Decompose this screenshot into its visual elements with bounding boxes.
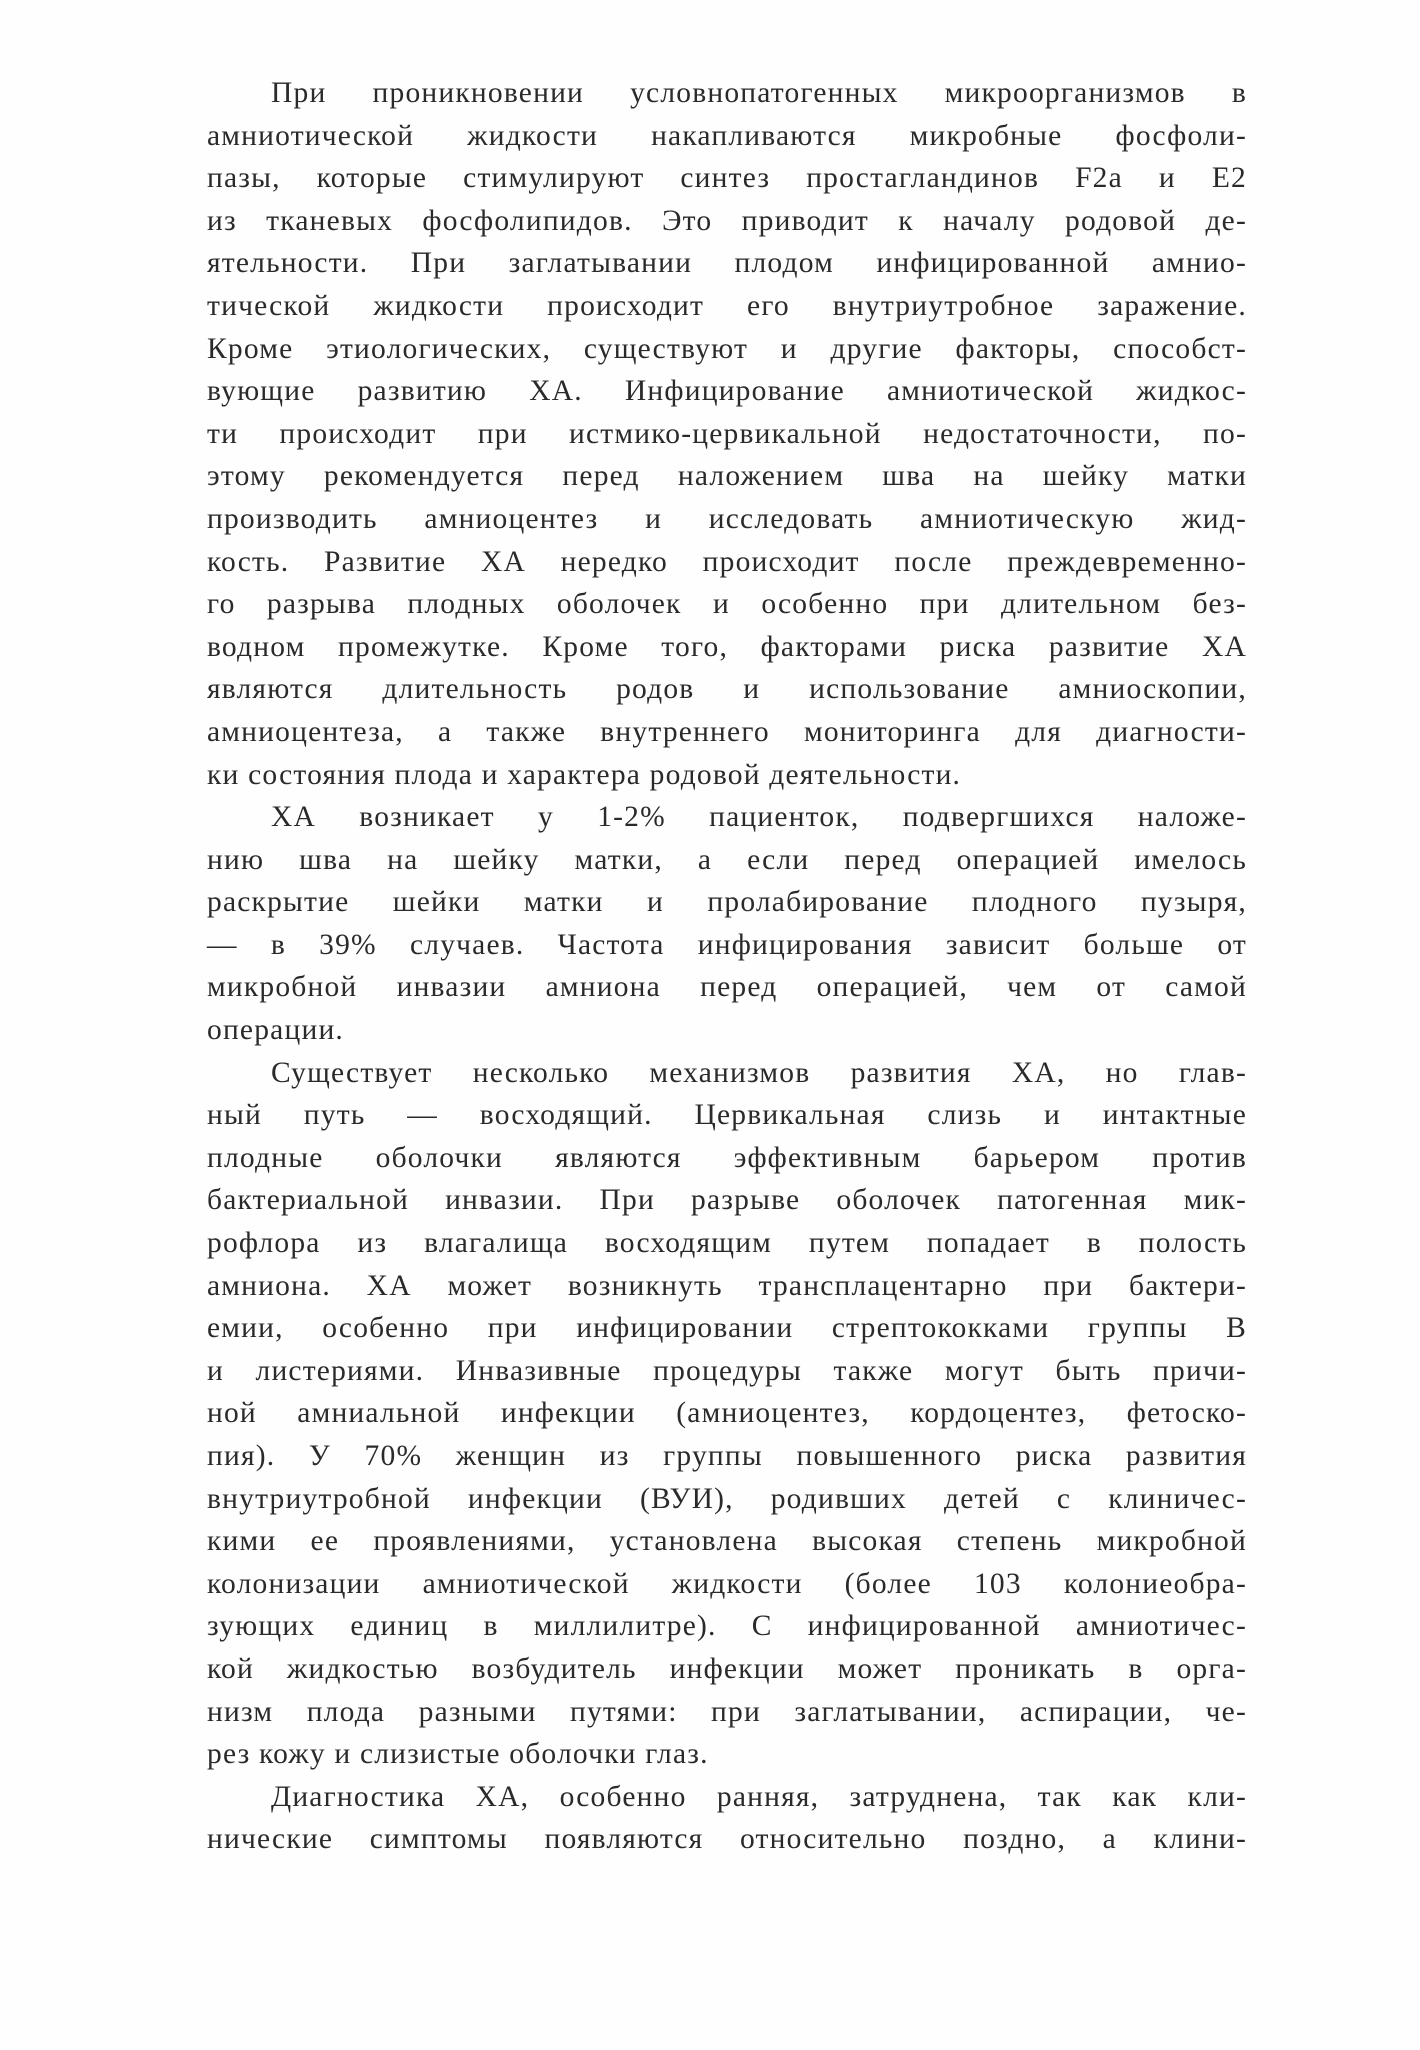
- paragraph: [207, 1052, 1247, 1776]
- text-line: нию шва на шейку матки, а если перед операцией имелось: [207, 843, 1247, 876]
- text-line: ки состояния плода и характера родовой деятельности.: [207, 758, 962, 791]
- text-line: амниоцентеза, а также внутреннего мониторинга для диагности-: [207, 715, 1247, 748]
- text-line: ной амниальной инфекции (амниоцентез, кордоцентез, фетоско-: [207, 1397, 1247, 1430]
- text-line: Кроме этиологических, существуют и другие факторы, способст-: [207, 332, 1247, 365]
- text-line: бактериальной инвазии. При разрыве оболочек патогенная мик-: [207, 1184, 1247, 1217]
- text-line: зующих единиц в миллилитре). С инфицированной амниотичес-: [207, 1610, 1247, 1643]
- text-line: ти происходит при истмико-цервикальной недостаточности, по-: [207, 417, 1247, 450]
- text-line: плодные оболочки являются эффективным барьером против: [207, 1141, 1247, 1174]
- text-line: внутриутробной инфекции (ВУИ), родивших детей с клиничес-: [207, 1482, 1247, 1515]
- text-line: пия). У 70% женщин из группы повышенного риска развития: [207, 1440, 1247, 1472]
- text-line: Существует несколько механизмов развития ХА, но глав-: [271, 1056, 1247, 1089]
- text-line: ный путь — восходящий. Цервикальная слизь и интактные: [207, 1099, 1247, 1132]
- text-line: раскрытие шейки матки и пролабирование плодного пузыря,: [207, 886, 1247, 919]
- paragraph: [207, 796, 1247, 1052]
- text-line: ХА возникает у 1-2% пациенток, подвергшихся наложе-: [271, 801, 1247, 834]
- text-line: нические симптомы появляются относительно поздно, а клини-: [207, 1823, 1247, 1856]
- text-line: являются длительность родов и использование амниоскопии,: [207, 673, 1247, 706]
- body-text: [207, 72, 1247, 1861]
- text-line: рез кожу и слизистые оболочки глаз.: [207, 1738, 709, 1771]
- text-line: емии, особенно при инфицировании стрептококками группы В: [207, 1312, 1247, 1345]
- text-line: и листериями. Инвазивные процедуры также могут быть причи-: [207, 1354, 1247, 1387]
- text-line: из тканевых фосфолипидов. Это приводит к началу родовой де-: [207, 204, 1247, 237]
- text-line: водном промежутке. Кроме того, факторами риска развитие ХА: [207, 630, 1247, 663]
- text-line: вующие развитию ХА. Инфицирование амниотической жидкос-: [207, 375, 1247, 408]
- text-line: кой жидкостью возбудитель инфекции может проникать в орга-: [207, 1652, 1247, 1685]
- text-line: этому рекомендуется перед наложением шва на шейку матки: [207, 460, 1247, 493]
- text-line: Диагностика ХА, особенно ранняя, затруднена, так как кли-: [271, 1780, 1247, 1813]
- text-line: кость. Развитие ХА нередко происходит после преждевременно-: [207, 545, 1247, 578]
- text-line: микробной инвазии амниона перед операцией, чем от самой: [207, 971, 1247, 1004]
- text-line: рофлора из влагалища восходящим путем попадает в полость: [207, 1227, 1247, 1260]
- text-line: ятельности. При заглатывании плодом инфицированной амнио-: [207, 247, 1247, 280]
- text-line: колонизации амниотической жидкости (более 103 колониеобра-: [207, 1567, 1247, 1600]
- text-line: кими ее проявлениями, установлена высокая степень микробной: [207, 1525, 1247, 1558]
- text-line: производить амниоцентез и исследовать амниотическую жид-: [207, 502, 1247, 535]
- text-line: тической жидкости происходит его внутриутробное заражение.: [207, 289, 1247, 322]
- text-line: операции.: [207, 1014, 345, 1047]
- text-line: амниона. ХА может возникнуть трансплацентарно при бактери-: [207, 1269, 1247, 1302]
- text-line: — в 39% случаев. Частота инфицирования зависит больше от: [207, 928, 1247, 961]
- paragraph: [207, 1776, 1247, 1861]
- text-line: При проникновении условнопатогенных микроорганизмов в: [271, 77, 1247, 109]
- text-line: низм плода разными путями: при заглатывании, аспирации, че-: [207, 1695, 1247, 1728]
- text-line: го разрыва плодных оболочек и особенно при длительном без-: [207, 588, 1247, 621]
- paragraph: [207, 72, 1247, 796]
- text-line: амниотической жидкости накапливаются микробные фосфоли-: [207, 119, 1247, 152]
- text-line: пазы, которые стимулируют синтез простагландинов F2a и E2: [207, 162, 1247, 195]
